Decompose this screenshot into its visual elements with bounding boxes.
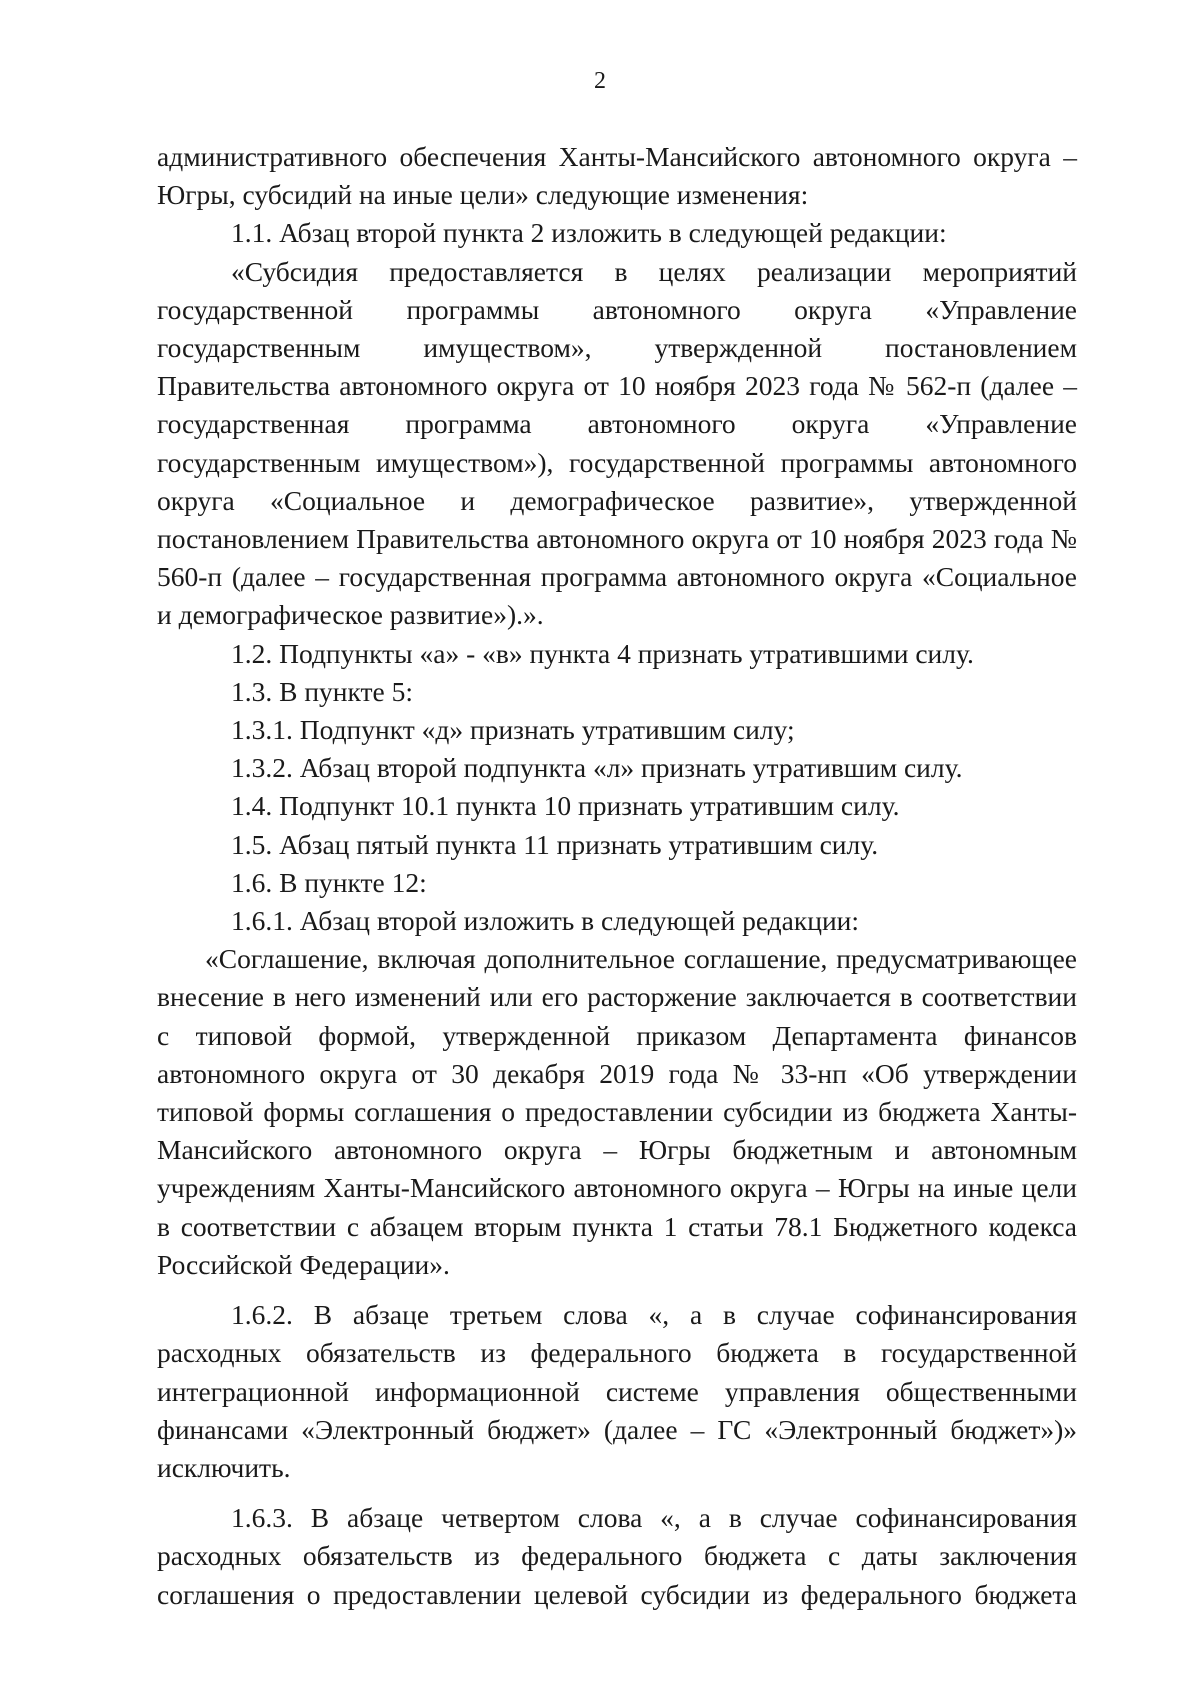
paragraph-1-6-3: 1.6.3. В абзаце четвертом слова «, а в случае софинансирования расходных обязательств из федерального бюджета с даты заключения соглашения о предоставлении целевой субсидии из федерального бюджета <box>157 1502 1077 1610</box>
paragraph-gap <box>157 1284 1077 1296</box>
paragraph-quote-subsidy: «Субсидия предоставляется в целях реализации мероприятий государственной программы автономного округа «Управление государственным имуществом», утвержденной постановлением Правительства автономного округа от 10 ноября 2023 года № 562-п (далее – государственная программа автономного округа «Управление государственным имуществом»), государственной программы автономного округа «Социальное и демографическое развитие», утвержденной постановлением Правительства автономного округа от 10 ноября 2023 года № 560-п (далее – государственная программа автономного округа «Социальное и демографическое развитие»).». <box>157 255 1077 631</box>
page-number: 2 <box>594 68 606 94</box>
paragraph-gap <box>157 1487 1077 1499</box>
paragraph-1-1: 1.1. Абзац второй пункта 2 изложить в следующей редакции: <box>231 217 947 249</box>
paragraph-1-3: 1.3. В пункте 5: <box>231 675 414 707</box>
paragraph-1-5: 1.5. Абзац пятый пункта 11 признать утратившим силу. <box>231 828 879 860</box>
paragraph-1-3-2: 1.3.2. Абзац второй подпункта «л» признать утратившим силу. <box>231 752 963 784</box>
paragraph-1-6-2: 1.6.2. В абзаце третьем слова «, а в случае софинансирования расходных обязательств из федерального бюджета в государственной интеграционной информационной системе управления общественными финансами «Электронный бюджет» (далее – ГС «Электронный бюджет»)» исключить. <box>157 1299 1077 1483</box>
paragraph-1-6-1: 1.6.1. Абзац второй изложить в следующей редакции: <box>231 905 860 937</box>
paragraph-1-2: 1.2. Подпункты «а» - «в» пункта 4 признать утратившими силу. <box>231 637 974 669</box>
document-body <box>157 138 1077 1614</box>
paragraph-1-3-1: 1.3.1. Подпункт «д» признать утратившим силу; <box>231 714 795 746</box>
paragraph-continuation: административного обеспечения Ханты-Мансийского автономного округа – Югры, субсидий на иные цели» следующие изменения: <box>157 141 1077 211</box>
paragraph-1-6: 1.6. В пункте 12: <box>231 866 427 898</box>
paragraph-1-4: 1.4. Подпункт 10.1 пункта 10 признать утратившим силу. <box>231 790 900 822</box>
paragraph-quote-agreement: «Соглашение, включая дополнительное соглашение, предусматривающее внесение в него изменений или его расторжение заключается в соответствии с типовой формой, утвержденной приказом Департамента финансов автономного округа от 30 декабря 2019 года № 33-нп «Об утверждении типовой формы соглашения о предоставлении субсидии из бюджета Ханты-Мансийского автономного округа – Югры бюджетным и автономным учреждениям Ханты-Мансийского автономного округа – Югры на иные цели в соответствии с абзацем вторым пункта 1 статьи 78.1 Бюджетного кодекса Российской Федерации». <box>157 943 1077 1280</box>
